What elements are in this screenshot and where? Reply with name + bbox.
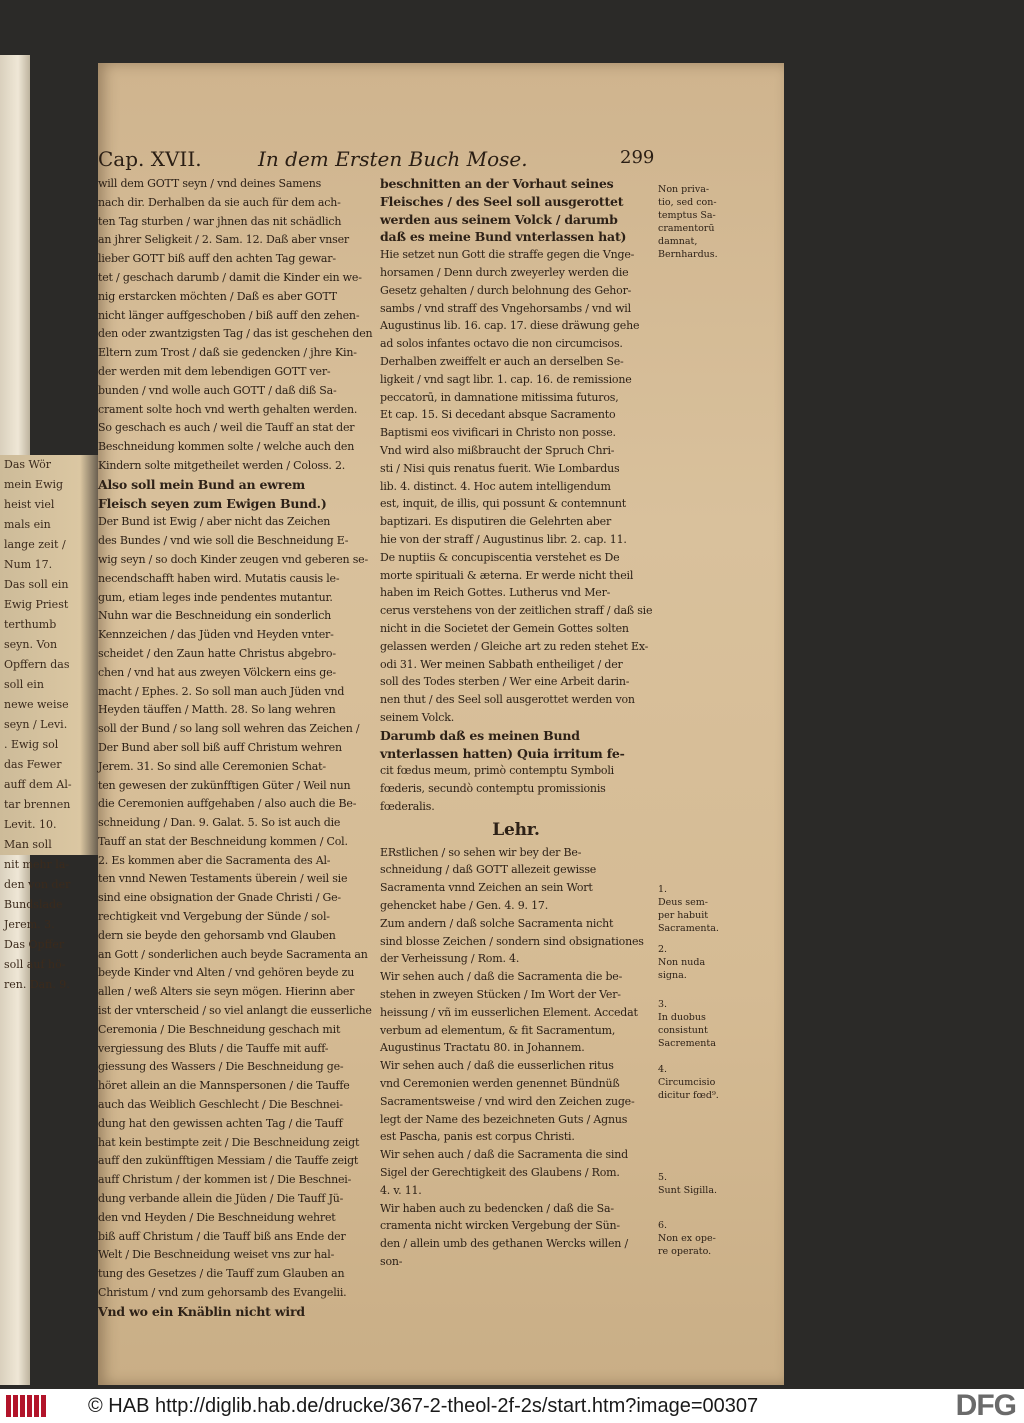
- margin-note-line: 6.: [658, 1220, 668, 1231]
- gutter-line: Jerem. 3.: [4, 918, 55, 931]
- text-line: nach dir. Derhalben da sie auch für dem ach-: [98, 195, 341, 209]
- page-header: [98, 147, 784, 177]
- text-line: des Bundes / vnd wie soll die Beschneidung E-: [98, 534, 349, 548]
- text-line: den vnd Heyden / Die Beschneidung wehret: [98, 1210, 336, 1224]
- gutter-line: Man soll: [4, 838, 52, 851]
- text-line: vnterlassen hatten) Quia irritum fe-: [380, 745, 625, 761]
- margin-note-line: Deus sem-: [658, 897, 708, 908]
- gutter-line: lange zeit /: [4, 538, 66, 551]
- text-line: Der Bund ist Ewig / aber nicht das Zeichen: [98, 515, 331, 529]
- text-line: vnd Ceremonien werden genennet Bündnüß: [380, 1077, 620, 1091]
- text-line: est Pascha, panis est corpus Christi.: [380, 1130, 575, 1144]
- margin-note-line: Non nuda: [658, 957, 706, 968]
- text-line: auff den zukünfftigen Messiam / die Tauffe zeigt: [98, 1154, 359, 1168]
- text-line: Darumb daß es meinen Bund: [380, 727, 580, 743]
- text-line: morte spirituali & æterna. Er werde nicht theil: [380, 568, 634, 582]
- text-line: stehen in zweyen Stücken / Im Wort der Ver-: [380, 988, 621, 1002]
- text-line: Wir sehen auch / daß die eusserlichen ritus: [380, 1059, 614, 1073]
- margin-note-line: 2.: [658, 944, 668, 955]
- text-line: bunden / vnd wolle auch GOTT / daß diß Sa-: [98, 383, 337, 397]
- text-line: cit fœdus meum, primò contemptu Symboli: [380, 764, 614, 778]
- text-line: schneidung / daß GOTT allezeit gewisse: [380, 863, 597, 877]
- text-line: seinem Volck.: [380, 710, 454, 724]
- text-line: scheidet / den Zaun hatte Christus abgebro-: [98, 646, 336, 660]
- text-line: son-: [380, 1255, 403, 1269]
- margin-note-line: temptus Sa-: [658, 210, 716, 221]
- text-line: sti / Nisi quis renatus fuerit. Wie Lombardus: [380, 461, 620, 475]
- text-line: Fleisch seyen zum Ewigen Bund.): [98, 495, 327, 511]
- text-line: Et cap. 15. Si decedant absque Sacramento: [380, 408, 616, 422]
- text-line: nicht in die Societet der Gemein Gottes solten: [380, 621, 629, 635]
- margin-note: [658, 1171, 778, 1197]
- margin-note-line: Non priva-: [658, 184, 710, 195]
- gutter-line: Ewig Priest: [4, 598, 69, 611]
- text-line: soll der Bund / so lang soll wehren das Zeichen /: [98, 722, 360, 736]
- text-line: nicht länger auffgeschoben / biß auff den zehen-: [98, 308, 360, 322]
- gutter-line: Das soll ein: [4, 578, 69, 591]
- text-line: dern sie beyde den gehorsamb vnd Glauben: [98, 928, 336, 942]
- text-line: Sigel der Gerechtigkeit des Glaubens / Rom.: [380, 1166, 620, 1180]
- footer-bar: [0, 1389, 1024, 1423]
- copyright-link[interactable]: © HAB http://diglib.hab.de/drucke/367-2-theol-2f-2s/start.htm?image=00307: [88, 1395, 759, 1417]
- text-line: Heyden täuffen / Matth. 28. So lang wehren: [98, 703, 336, 717]
- text-line: dung hat den gewissen achten Tag / die Tauff: [98, 1116, 343, 1130]
- margin-note-line: Sacramenta.: [658, 923, 719, 934]
- text-line: auch das Weiblich Geschlecht / Die Beschnei-: [98, 1098, 343, 1112]
- dfg-logo: DFG: [955, 1389, 1016, 1422]
- margin-note-line: signa.: [658, 970, 687, 981]
- text-line: Fleisches / des Seel soll ausgerottet: [380, 193, 624, 209]
- gutter-line: den von der: [4, 878, 71, 891]
- text-line: nen thut / des Seel soll ausgerottet werden von: [380, 693, 635, 707]
- gutter-line: auff dem Al-: [4, 778, 72, 791]
- margin-note: [658, 943, 778, 982]
- text-line: gehencket habe / Gen. 4. 9. 17.: [380, 899, 549, 913]
- text-line: wig seyn / so doch Kinder zeugen vnd geberen se-: [98, 552, 369, 566]
- text-line: gum, etiam leges inde pendentes mutantur.: [98, 590, 333, 604]
- text-line: lieber GOTT biß auff den achten Tag gewar-: [98, 252, 336, 266]
- gutter-line: tar brennen: [4, 798, 71, 811]
- text-line: werden aus seinem Volck / darumb: [380, 211, 618, 227]
- text-line: Zum andern / daß solche Sacramenta nicht: [380, 916, 614, 930]
- gutter-line: mals ein: [4, 518, 51, 531]
- text-line: Sacramentsweise / vnd wird den Zeichen zuge-: [380, 1094, 635, 1108]
- text-line: est, inquit, de illis, qui possunt & contemnunt: [380, 497, 626, 511]
- text-line: Baptismi eos vivificari in Christo non posse.: [380, 426, 616, 440]
- text-line: an jhrer Seligkeit / 2. Sam. 12. Daß aber vnser: [98, 233, 349, 247]
- margin-note: [658, 1063, 778, 1102]
- text-line: Vnd wo ein Knäblin nicht wird: [98, 1303, 305, 1319]
- left-text-column: [98, 175, 373, 1322]
- text-line: haben im Reich Gottes. Lutherus vnd Mer-: [380, 586, 611, 600]
- margin-note-line: Bernhardus.: [658, 249, 718, 260]
- gutter-line: nit mehr la-: [4, 858, 70, 871]
- gutter-line: Das Opffer: [4, 938, 65, 951]
- text-line: schneidung / Dan. 9. Galat. 5. So ist auch die: [98, 816, 341, 830]
- margin-note-line: 4.: [658, 1064, 668, 1075]
- text-line: 2. Es kommen aber die Sacramenta des Al-: [98, 853, 331, 867]
- text-line: Vnd wird also mißbraucht der Spruch Chri-: [380, 443, 615, 457]
- margin-note-line: re operato.: [658, 1246, 712, 1257]
- text-line: höret allein an die Mannspersonen / die Tauffe: [98, 1079, 350, 1093]
- text-line: 4. v. 11.: [380, 1183, 422, 1197]
- text-line: Beschneidung kommen solte / welche auch den: [98, 440, 355, 454]
- text-line: cerus verstehens von der zeitlichen straff / daß sie: [380, 604, 653, 618]
- text-line: Kindern solte mitgetheilet werden / Coloss. 2.: [98, 458, 346, 472]
- text-line: baptizari. Es disputiren die Gelehrten aber: [380, 515, 612, 529]
- text-line: biß auff Christum / die Tauff biß ans Ende der: [98, 1229, 346, 1243]
- text-line: ad solos infantes octavo die non circumcisos.: [380, 337, 623, 351]
- margin-note-line: consistunt: [658, 1025, 708, 1036]
- text-line: die Ceremonien auffgehaben / also auch die Be-: [98, 797, 357, 811]
- text-line: Welt / Die Beschneidung weiset vns zur hal-: [98, 1248, 335, 1262]
- text-line: fœderalis.: [380, 799, 435, 813]
- text-line: ten vnnd Newen Testaments überein / weil sie: [98, 872, 348, 886]
- margin-note-line: damnat,: [658, 236, 698, 247]
- text-line: den oder zwantzigsten Tag / das ist geschehen den: [98, 327, 373, 341]
- text-line: allen / weß Alters sie seyn mögen. Hierinn aber: [98, 985, 355, 999]
- text-line: rechtigkeit vnd Vergebung der Sünde / sol-: [98, 910, 330, 924]
- gutter-line: . Ewig sol: [4, 738, 59, 751]
- text-line: nig erstarcken möchten / Daß es aber GOTT: [98, 289, 337, 303]
- text-line: gelassen werden / Gleiche art zu reden stehet Ex-: [380, 639, 649, 653]
- chapter-label: Cap. XVII.: [98, 147, 202, 171]
- text-line: macht / Ephes. 2. So soll man auch Jüden vnd: [98, 684, 345, 698]
- text-line: ten Tag sturben / war jhnen das nit schädlich: [98, 214, 342, 228]
- text-line: den / allein umb des gethanen Wercks willen /: [380, 1237, 628, 1251]
- text-line: So geschach es auch / weil die Tauff an stat der: [98, 421, 355, 435]
- text-line: sambs / vnd straff des Vngehorsambs / vnd wil: [380, 301, 631, 315]
- library-logo-icon: [6, 1395, 46, 1417]
- text-line: auff Christum / der kommen ist / Die Beschnei-: [98, 1173, 352, 1187]
- text-line: Derhalben zweiffelt er auch an derselben Se-: [380, 354, 624, 368]
- text-line: Der Bund aber soll biß auff Christum wehren: [98, 740, 342, 754]
- text-line: fœderis, secundò contemptu promissionis: [380, 782, 606, 796]
- text-line: ten gewesen der zukünfftigen Güter / Weil nun: [98, 778, 351, 792]
- left-page-gutter: [0, 455, 100, 991]
- text-line: ist der vnterscheid / so viel anlangt die eusserliche: [98, 1004, 372, 1018]
- text-line: crament solte hoch vnd werth gehalten werden.: [98, 402, 358, 416]
- margin-note-line: dicitur fœd⁹.: [658, 1090, 719, 1101]
- text-line: will dem GOTT seyn / vnd deines Samens: [98, 177, 322, 190]
- gutter-line: Bundslade: [4, 898, 63, 911]
- gutter-line: seyn / Levi.: [4, 718, 68, 731]
- text-line: Jerem. 31. So sind alle Ceremonien Schat-: [98, 759, 326, 773]
- gutter-line: seyn. Von: [4, 638, 58, 651]
- text-line: hat kein bestimpte zeit / Die Beschneidung zeigt: [98, 1135, 360, 1149]
- margin-note-line: In duobus: [658, 1012, 706, 1023]
- text-line: beschnitten an der Vorhaut seines: [380, 176, 614, 191]
- running-title: In dem Ersten Buch Mose.: [258, 147, 528, 171]
- text-line: horsamen / Denn durch zweyerley werden die: [380, 265, 629, 279]
- text-line: beyde Kinder vnd Alten / vnd gehören beyde zu: [98, 966, 355, 980]
- text-line: Lehr.: [492, 819, 540, 840]
- text-line: Wir sehen auch / daß die Sacramenta die be-: [380, 970, 623, 984]
- text-line: Also soll mein Bund an ewrem: [98, 476, 306, 492]
- text-line: necendschafft haben wird. Mutatis causis le-: [98, 571, 340, 585]
- text-line: Wir sehen auch / daß die Sacramenta die sind: [380, 1148, 628, 1162]
- text-line: daß es meine Bund vnterlassen hat): [380, 229, 627, 245]
- text-line: verbum ad elementum, & fit Sacramentum,: [380, 1023, 616, 1037]
- text-line: giessung des Wassers / Die Beschneidung ge-: [98, 1060, 344, 1074]
- text-line: Hie setzet nun Gott die straffe gegen die Vnge-: [380, 248, 635, 262]
- gutter-line: Num 17.: [4, 558, 53, 571]
- text-line: legt der Name des bezeichneten Guts / Agnus: [380, 1112, 628, 1126]
- text-line: sind eine obsignation der Gnade Christi / Ge-: [98, 891, 341, 905]
- text-line: lib. 4. distinct. 4. Hoc autem intelligendum: [380, 479, 611, 493]
- gutter-line: Opffern das: [4, 658, 70, 671]
- text-line: sind blosse Zeichen / sondern sind obsignationes: [380, 934, 644, 948]
- text-line: tet / geschach darumb / damit die Kinder ein we-: [98, 270, 362, 284]
- text-line: De nuptiis & concupiscentia verstehet es De: [380, 550, 620, 564]
- gutter-line: Levit. 10.: [4, 818, 57, 831]
- margin-note-line: Non ex ope-: [658, 1233, 716, 1244]
- gutter-line: soll ein: [4, 678, 44, 691]
- text-line: Wir haben auch zu bedencken / daß die Sa-: [380, 1201, 614, 1215]
- margin-note: [658, 183, 778, 261]
- text-line: tung des Gesetzes / die Tauff zum Glauben an: [98, 1267, 345, 1281]
- text-line: Eltern zum Trost / daß sie gedencken / jhre Kin-: [98, 346, 357, 360]
- text-line: dung verbande allein die Jüden / Die Tauff Jü-: [98, 1192, 344, 1206]
- text-line: hie von der straff / Augustinus libr. 2. cap. 11.: [380, 532, 627, 546]
- margin-note-line: Circumcisio: [658, 1077, 716, 1088]
- text-line: der werden mit dem lebendigen GOTT ver-: [98, 364, 331, 378]
- text-line: cramenta nicht wircken Vergebung der Sün-: [380, 1219, 620, 1233]
- margin-note-line: Sacrementa: [658, 1038, 716, 1049]
- gutter-line: heist viel: [4, 498, 55, 511]
- text-line: Sacramenta vnnd Zeichen an sein Wort: [380, 881, 593, 895]
- margin-note: [658, 883, 778, 935]
- text-line: Augustinus lib. 16. cap. 17. diese dräwung gehe: [380, 319, 640, 333]
- text-line: ERstlichen / so sehen wir bey der Be-: [380, 845, 582, 859]
- gutter-line: soll auf hö-: [4, 958, 66, 971]
- text-line: an Gott / sonderlichen auch beyde Sacramenta an: [98, 947, 368, 961]
- text-line: Nuhn war die Beschneidung ein sonderlich: [98, 609, 332, 623]
- gutter-line: newe weise: [4, 698, 69, 711]
- margin-note-line: 5.: [658, 1172, 668, 1183]
- gutter-line: terthumb: [4, 618, 57, 631]
- gutter-line: mein Ewig: [4, 478, 64, 491]
- gutter-line: ren. Dan. 9.: [4, 978, 70, 991]
- margin-note-line: tio, sed con-: [658, 197, 717, 208]
- right-text-column: [380, 175, 652, 1271]
- text-line: odi 31. Wer meinen Sabbath entheiliget / der: [380, 657, 623, 671]
- text-line: Tauff an stat der Beschneidung kommen / Col.: [98, 834, 348, 848]
- text-line: vergiessung des Bluts / die Tauffe mit auff-: [98, 1041, 329, 1055]
- text-line: Gesetz gehalten / durch belohnung des Gehor-: [380, 283, 632, 297]
- margin-note-line: Sunt Sigilla.: [658, 1185, 718, 1196]
- gutter-line: das Fewer: [4, 758, 62, 771]
- text-line: chen / vnd hat aus zweyen Völckern eins ge-: [98, 665, 336, 679]
- text-line: der Verheissung / Rom. 4.: [380, 952, 520, 966]
- margin-note: [658, 998, 778, 1050]
- margin-note-line: per habuit: [658, 910, 709, 921]
- margin-note-line: 3.: [658, 999, 668, 1010]
- text-line: Christum / vnd zum gehorsamb des Evangelii.: [98, 1286, 347, 1300]
- text-line: Kennzeichen / das Jüden vnd Heyden vnter-: [98, 628, 334, 642]
- page-number: 299: [620, 147, 655, 168]
- text-line: Ceremonia / Die Beschneidung geschach mit: [98, 1022, 341, 1036]
- margin-note: [658, 1219, 778, 1258]
- text-line: peccatorū, in damnatione mitissima futuros,: [380, 390, 619, 404]
- book-page: [98, 63, 784, 1385]
- margin-note-line: cramentorū: [658, 223, 715, 234]
- text-line: ligkeit / vnd sagt libr. 1. cap. 16. de remissione: [380, 372, 632, 386]
- text-line: Augustinus Tractatu 80. in Johannem.: [380, 1041, 585, 1055]
- text-line: heissung / vñ im eusserlichen Element. Accedat: [380, 1005, 638, 1019]
- text-line: soll des Todes sterben / Wer eine Arbeit darin-: [380, 675, 630, 689]
- margin-note-line: 1.: [658, 884, 668, 895]
- gutter-line: Das Wör: [4, 458, 51, 471]
